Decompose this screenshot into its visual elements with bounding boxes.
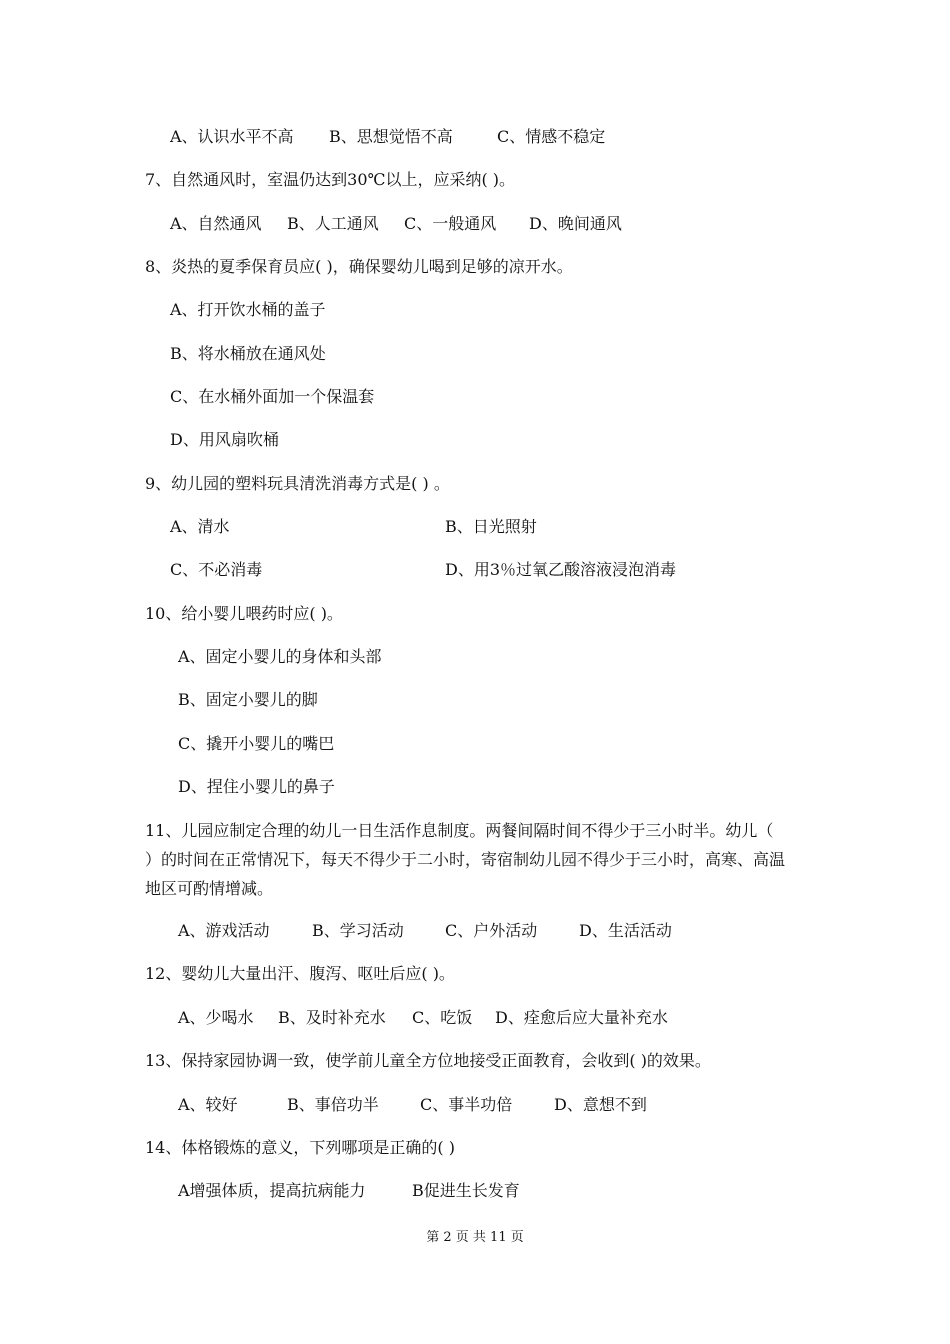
q6-option-a: A、认识水平不高 (170, 127, 294, 146)
page-footer: 第 2 页 共 11 页 (426, 1230, 524, 1245)
q13-stem: 13、保持家园协调一致，使学前儿童全方位地接受正面教育，会收到( )的效果。 (145, 1051, 711, 1070)
q7-stem: 7、自然通风时，室温仍达到30℃以上，应采纳( )。 (145, 170, 516, 189)
q6-option-b: B、思想觉悟不高 (329, 127, 453, 146)
q11-option-b: B、学习活动 (312, 921, 404, 940)
q10-option-d: D、捏住小婴儿的鼻子 (178, 777, 335, 796)
q12-option-b: B、及时补充水 (278, 1008, 386, 1027)
q11-option-a: A、游戏活动 (178, 921, 270, 940)
q14-stem: 14、体格锻炼的意义，下列哪项是正确的( ) (145, 1138, 455, 1157)
q13-option-c: C、事半功倍 (420, 1095, 513, 1114)
q12-option-a: A、少喝水 (178, 1008, 254, 1027)
q14-option-a: A增强体质，提高抗病能力 (178, 1181, 366, 1200)
q11-stem-line-2: ）的时间在正常情况下，每天不得少于二小时，寄宿制幼儿园不得少于三小时，高寒、高温 (145, 850, 786, 869)
q8-option-c: C、在水桶外面加一个保温套 (170, 387, 375, 406)
q12-option-d: D、痊愈后应大量补充水 (495, 1008, 668, 1027)
q9-option-c: C、不必消毒 (170, 560, 263, 579)
q11-stem-line-3: 地区可酌情增减。 (145, 879, 274, 898)
q7-option-a: A、自然通风 (170, 214, 262, 233)
q12-option-c: C、吃饭 (412, 1008, 473, 1027)
q9-stem: 9、幼儿园的塑料玩具清洗消毒方式是( ) 。 (145, 474, 450, 493)
q13-option-b: B、事倍功半 (287, 1095, 379, 1114)
q11-stem-line-1: 11、儿园应制定合理的幼儿一日生活作息制度。两餐间隔时间不得少于三小时半。幼儿（ (145, 821, 774, 840)
q7-option-b: B、人工通风 (287, 214, 379, 233)
q14-option-b: B促进生长发育 (412, 1181, 520, 1200)
q10-option-c: C、撬开小婴儿的嘴巴 (178, 734, 335, 753)
q10-option-b: B、固定小婴儿的脚 (178, 690, 318, 709)
q7-option-c: C、一般通风 (404, 214, 497, 233)
q9-option-a: A、清水 (170, 517, 230, 536)
q11-option-d: D、生活活动 (579, 921, 672, 940)
q9-option-d: D、用3％过氧乙酸溶液浸泡消毒 (445, 560, 677, 579)
q11-option-c: C、户外活动 (445, 921, 538, 940)
q7-option-d: D、晚间通风 (529, 214, 622, 233)
q12-stem: 12、婴幼儿大量出汗、腹泻、呕吐后应( )。 (145, 964, 455, 983)
q8-stem: 8、炎热的夏季保育员应( )，确保婴幼儿喝到足够的凉开水。 (145, 257, 573, 276)
q6-option-c: C、情感不稳定 (497, 127, 606, 146)
q9-option-b: B、日光照射 (445, 517, 537, 536)
q13-option-a: A、较好 (178, 1095, 238, 1114)
q8-option-d: D、用风扇吹桶 (170, 430, 279, 449)
q8-option-b: B、将水桶放在通风处 (170, 344, 326, 363)
q10-stem: 10、给小婴儿喂药时应( )。 (145, 604, 343, 623)
q8-option-a: A、打开饮水桶的盖子 (170, 300, 326, 319)
q13-option-d: D、意想不到 (554, 1095, 647, 1114)
q10-option-a: A、固定小婴儿的身体和头部 (178, 647, 382, 666)
